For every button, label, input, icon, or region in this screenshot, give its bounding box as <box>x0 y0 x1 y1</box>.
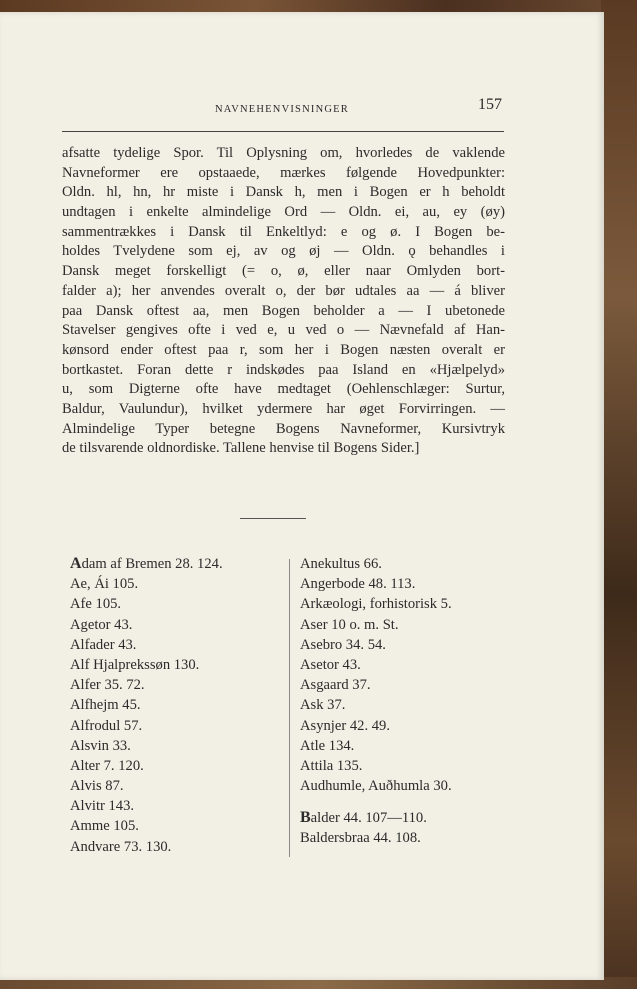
index-entry <box>300 574 530 594</box>
index-entry-text: Asynjer 42. 49. <box>300 717 390 734</box>
intro-paragraph <box>62 144 505 459</box>
index-entry-text: Alfhejm 45. <box>70 697 141 714</box>
index-entry <box>70 695 280 715</box>
index-column-right <box>300 554 530 849</box>
index-entry <box>300 655 530 675</box>
intro-line: Almindelige Typer betegne Bogens Navneformer, Kursivtryk <box>62 420 505 437</box>
index-entry-initial: B <box>300 809 311 827</box>
index-entry <box>300 675 530 695</box>
index-entry-text: Alsvin 33. <box>70 737 131 754</box>
intro-line: bortkastet. Foran dette r indskødes paa Island en «Hjælpelyd» <box>62 361 505 378</box>
index-entry-text: Attila 135. <box>300 757 363 774</box>
index-entry <box>70 776 280 796</box>
index-entry-text: Anekultus 66. <box>300 556 382 572</box>
intro-line: Stavelser gengives ofte i ved e, u ved o — Nævnefald af Han- <box>62 322 505 339</box>
index-entry <box>300 615 530 635</box>
intro-line: undtagen i enkelte almindelige Ord — Oldn. ei, au, ey (øy) <box>62 204 505 221</box>
index-entry <box>300 635 530 655</box>
intro-line: Navneformer ere opstaaede, mærkes følgende Hovedpunkter: <box>62 164 505 181</box>
index-entry-text: Asgaard 37. <box>300 677 371 694</box>
running-head <box>0 96 580 122</box>
index-entry-text: Angerbode 48. 113. <box>300 576 416 593</box>
index-entry-text: Agetor 43. <box>70 616 133 633</box>
page-number: 157 <box>478 96 502 113</box>
index-entry-text: Alvitr 143. <box>70 798 135 815</box>
index-entry-text: Alfrodul 57. <box>70 717 143 734</box>
intro-line: u, som Digterne ofte have medtaget (Oehlenschlæger: Surtur, <box>62 381 505 398</box>
intro-line: holdes Tvelydene som ej, av og øj — Oldn. ǫ behandles i <box>62 243 505 260</box>
index-entry <box>300 695 530 715</box>
index-entry <box>300 716 530 736</box>
index-entry-text: Audhumle, Auðhumla 30. <box>300 778 452 795</box>
index-entry <box>70 615 280 635</box>
index-entry <box>300 776 530 796</box>
index-entry-initial: A <box>70 555 82 572</box>
index-entry-text: Andvare 73. 130. <box>70 838 172 855</box>
index-entry-text: Alvis 87. <box>70 778 124 795</box>
index-entry <box>300 756 530 776</box>
intro-line: Oldn. hl, hn, hr miste i Dansk h, men i Bogen er h beholdt <box>62 184 505 201</box>
index-entry <box>300 594 530 614</box>
intro-line: sammentrækkes i Dansk til Enkeltlyd: e og ø. I Bogen be- <box>62 223 505 240</box>
index-entry-text: alder 44. 107—110. <box>310 810 427 827</box>
index-entry-text: Alfader 43. <box>70 636 137 653</box>
index-entry-text: Atle 134. <box>300 737 355 754</box>
index-column-left <box>70 554 280 857</box>
intro-line: de tilsvarende oldnordiske. Tallene henvise til Bogens Sider.] <box>62 440 420 457</box>
index-entry <box>70 736 280 756</box>
index-entry <box>70 635 280 655</box>
index-entry <box>70 655 280 675</box>
intro-line: Baldur, Vaulundur), hvilket ydermere har øget Forvirringen. — <box>62 400 505 417</box>
index-entry-text: Ask 37. <box>300 697 346 714</box>
index-entry <box>300 736 530 756</box>
index-entry <box>70 675 280 695</box>
index-entry <box>300 828 530 848</box>
index-entry-text: Aser 10 o. m. St. <box>300 616 399 633</box>
index-entry-text: Amme 105. <box>70 818 139 835</box>
intro-line: Dansk meget forskelligt (= o, ø, eller naar Omlyden bort- <box>62 263 505 280</box>
index-entry <box>70 837 280 857</box>
running-title: NAVNEHENVISNINGER <box>215 104 349 115</box>
intro-line: kønsord ender oftest paa r, som her i Bogen næsten overalt er <box>62 341 505 358</box>
intro-line: falder a); her anvendes overalt o, der bør udtales aa — á bliver <box>62 282 505 299</box>
index-entry-text: Alf Hjalprekssøn 130. <box>70 656 200 673</box>
index-entry <box>70 816 280 836</box>
index-entry-text: Alfer 35. 72. <box>70 677 145 694</box>
index-entry <box>300 554 530 574</box>
header-rule <box>62 131 504 132</box>
book-page <box>0 12 604 980</box>
index-entry <box>70 554 280 574</box>
intro-line: afsatte tydelige Spor. Til Oplysning om, hvorledes de vaklende <box>62 145 505 161</box>
index-entry-text: Afe 105. <box>70 596 122 613</box>
index-entry-text: Arkæologi, forhistorisk 5. <box>300 596 452 613</box>
index-entry-text: Asebro 34. 54. <box>300 636 386 653</box>
index-entry <box>70 716 280 736</box>
intro-line: paa Dansk oftest aa, men Bogen beholder a — I ubetonede <box>62 302 505 319</box>
index-entry-text: Baldersbraa 44. 108. <box>300 830 421 847</box>
index-entry <box>70 574 280 594</box>
index-entry <box>300 808 530 828</box>
index-entry <box>70 594 280 614</box>
index-entry-text: dam af Bremen 28. 124. <box>81 556 223 572</box>
book-edge-right <box>601 0 637 989</box>
index-entry <box>70 756 280 776</box>
column-divider <box>289 559 290 857</box>
section-separator <box>240 518 306 519</box>
index-entry-text: Ae, Ái 105. <box>70 576 139 593</box>
index-entry <box>70 796 280 816</box>
index-entry-text: Asetor 43. <box>300 656 361 673</box>
index-entry-text: Alter 7. 120. <box>70 757 144 774</box>
